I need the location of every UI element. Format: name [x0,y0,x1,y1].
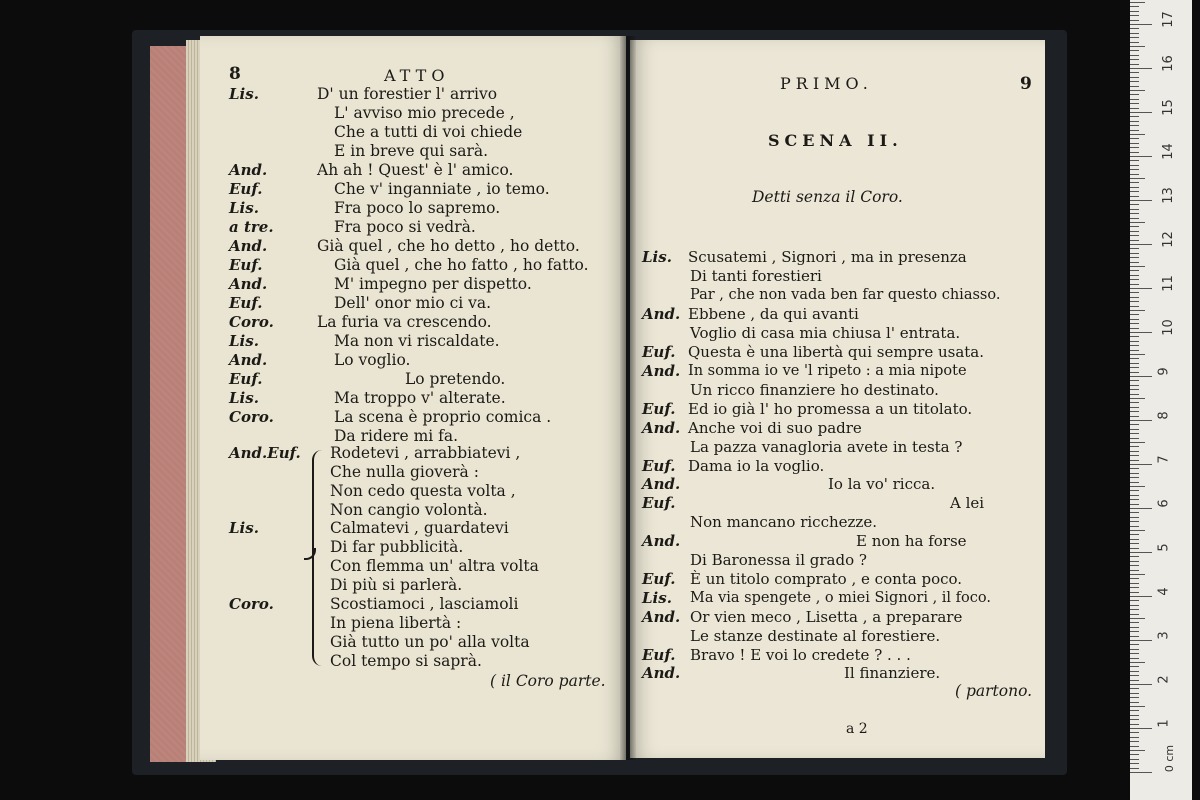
ruler-tick [1130,570,1139,571]
ruler-tick [1130,394,1139,395]
speaker-label: Coro. [229,313,274,331]
ruler-tick [1130,248,1139,249]
verse-line: Par , che non vada ben far questo chiasso. [690,287,1001,303]
ruler-tick [1130,614,1139,615]
ruler-tick [1130,587,1139,588]
ruler-tick [1130,741,1139,742]
ruler-tick [1130,451,1139,452]
ruler-tick [1130,99,1139,100]
verse-line: Ebbene , da qui avanti [688,305,859,323]
signature-mark: a 2 [846,721,868,737]
ruler-tick [1130,20,1139,21]
ruler-tick [1130,182,1139,183]
verse-line: Un ricco finanziere ho destinato. [690,381,939,399]
ruler-tick [1130,363,1139,364]
speaker-label: And. [642,362,681,380]
ruler-tick [1130,323,1139,324]
ruler-tick [1130,209,1139,210]
ruler-tick [1130,504,1139,505]
ruler-tick [1130,622,1139,623]
speaker-label: Lis. [229,519,259,537]
ruler-tick [1130,583,1139,584]
ruler-tick [1130,482,1139,483]
ruler-tick [1130,50,1139,51]
speaker-label: Euf. [642,570,676,588]
ruler-tick [1130,301,1139,302]
book-gutter [620,36,636,760]
ruler-tick [1130,680,1139,681]
ruler-tick [1130,314,1139,315]
ruler-tick [1130,284,1139,285]
ruler-tick [1130,358,1139,359]
ruler-tick [1130,64,1139,65]
ruler-tick [1130,671,1139,672]
verse-line: Già quel , che ho fatto , ho fatto. [334,256,589,274]
ruler-tick [1130,653,1139,654]
verse-line: Col tempo si saprà. [330,652,482,670]
verse-line: Ed io già l' ho promessa a un titolato. [688,400,973,418]
ruler-tick [1130,196,1139,197]
ruler-tick [1130,169,1139,170]
speaker-label: Coro. [229,595,274,613]
ruler-tick [1130,407,1139,408]
ruler-tick [1130,350,1139,351]
ruler-tick [1130,618,1145,619]
ruler-tick [1130,143,1139,144]
ruler-tick [1130,702,1139,703]
verse-line: Lo pretendo. [405,370,506,388]
verse-line: Non mancano ricchezze. [690,513,877,531]
ruler-tick [1130,297,1139,298]
ruler-tick [1130,477,1139,478]
ruler-tick [1130,385,1139,386]
ruler-tick [1130,640,1152,641]
ruler-tick [1130,204,1139,205]
ruler-tick [1130,28,1139,29]
verse-line: Da ridere mi fa. [334,427,459,445]
ruler-tick [1130,160,1139,161]
ruler-tick [1130,424,1139,425]
ruler-tick [1130,372,1139,373]
ruler-tick [1130,455,1139,456]
verse-line: Scusatemi , Signori , ma in presenza [688,248,967,266]
scene-title: SCENA II. [768,131,903,150]
ruler-tick [1130,706,1145,707]
ruler-label: 17 [1160,11,1176,28]
ruler-tick [1130,11,1139,12]
ruler-tick [1130,662,1145,663]
ruler-tick [1130,464,1152,465]
ruler-tick [1130,768,1139,769]
speaker-label: Lis. [229,389,259,407]
speaker-label: Euf. [642,457,676,475]
verse-line: Ma via spengete , o miei Signori , il foco. [690,590,991,606]
ruler-label: 13 [1160,187,1176,204]
speaker-label: Euf. [229,370,263,388]
ruler-label: 16 [1160,55,1176,72]
verse-line: D' un forestier l' arrivo [317,85,498,103]
verse-line: Ah ah ! Quest' è l' amico. [317,161,514,179]
ruler-tick [1130,438,1139,439]
verse-line: Ma non vi riscaldate. [334,332,500,350]
ruler-tick [1130,627,1139,628]
verse-line: Il finanziere. [844,664,941,682]
ruler-tick [1130,693,1139,694]
ruler-tick [1130,165,1139,166]
ruler-tick [1130,389,1139,390]
ruler-tick [1130,490,1139,491]
ruler-label: 14 [1160,143,1176,160]
ruler-tick [1130,292,1139,293]
ruler-tick [1130,77,1139,78]
ruler-tick [1130,257,1139,258]
ruler-tick [1130,174,1139,175]
ruler-tick [1130,442,1145,443]
verse-line: E in breve qui sarà. [334,142,489,160]
verse-line: La furia va crescendo. [317,313,492,331]
verse-line: Or vien meco , Lisetta , a preparare [690,608,963,626]
ruler-tick [1130,231,1139,232]
verse-line: Che v' inganniate , io temo. [334,180,550,198]
ruler-tick [1130,178,1145,179]
ruler-tick [1130,732,1139,733]
verse-line: L' avviso mio precede , [334,104,515,122]
ruler-tick [1130,728,1152,729]
ruler-tick [1130,33,1139,34]
verse-line: Rodetevi , arrabbiatevi , [330,444,521,462]
verse-line: Di far pubblicità. [330,538,464,556]
verse-line: Già tutto un po' alla volta [330,633,530,651]
speaker-label: And.Euf. [229,444,301,462]
ruler-tick [1130,240,1139,241]
ruler-tick [1130,103,1139,104]
ruler-tick [1130,279,1139,280]
left-page-number: 8 [229,64,241,84]
ruler-tick [1130,486,1145,487]
ruler-tick [1130,112,1152,113]
ruler-tick [1130,332,1152,333]
ruler-tick [1130,306,1139,307]
measuring-ruler [1130,0,1192,800]
verse-line: Voglio di casa mia chiusa l' entrata. [690,324,961,342]
speaker-label: Euf. [642,494,676,512]
speaker-label: Lis. [642,248,672,266]
ruler-tick [1130,710,1139,711]
ruler-tick [1130,55,1139,56]
speaker-label: And. [642,664,681,682]
ruler-tick [1130,262,1139,263]
speaker-label: Euf. [229,180,263,198]
speaker-label: Euf. [642,400,676,418]
verse-line: È un titolo comprato , e conta poco. [690,570,963,588]
ruler-tick [1130,15,1139,16]
ruler-tick [1130,688,1139,689]
ruler-tick [1130,521,1139,522]
ruler-tick [1130,508,1152,509]
ruler-tick [1130,750,1145,751]
ruler-tick [1130,367,1139,368]
ruler-tick [1130,328,1139,329]
ruler-tick [1130,6,1139,7]
verse-line: A lei [950,494,985,512]
ruler-label: 15 [1160,99,1176,116]
speaker-label: a tre. [229,218,274,236]
ruler-tick [1130,226,1139,227]
verse-line: Di più si parlerà. [330,576,463,594]
ruler-tick [1130,636,1139,637]
ruler-tick [1130,218,1139,219]
verse-line: Di Baronessa il grado ? [690,551,867,569]
ruler-tick [1130,244,1152,245]
ruler-label: 3 [1156,631,1172,640]
ruler-tick [1130,156,1152,157]
ruler-tick [1130,266,1145,267]
ruler-tick [1130,719,1139,720]
ruler-tick [1130,37,1139,38]
ruler-tick [1130,495,1139,496]
ruler-tick [1130,108,1139,109]
verse-line: In piena libertà : [330,614,462,632]
right-page-header: PRIMO. [780,74,873,93]
speaker-label: And. [229,275,268,293]
verse-line: Lo voglio. [334,351,411,369]
ruler-tick [1130,446,1139,447]
ruler-tick [1130,2,1145,3]
ruler-tick [1130,517,1139,518]
ruler-tick [1130,631,1139,632]
verse-line: Di tanti forestieri [690,267,822,285]
ruler-tick [1130,402,1139,403]
ruler-tick [1130,72,1139,73]
ruler-tick [1130,187,1139,188]
verse-line: La pazza vanagloria avete in testa ? [690,438,963,456]
ruler-tick [1130,59,1139,60]
ruler-tick [1130,460,1139,461]
ruler-tick [1130,147,1139,148]
ruler-tick [1130,724,1139,725]
ruler-tick [1130,81,1139,82]
speaker-label: Lis. [642,589,672,607]
ruler-tick [1130,600,1139,601]
ruler-tick [1130,548,1139,549]
verse-line: Con flemma un' altra volta [330,557,539,575]
ruler-tick [1130,684,1152,685]
verse-line: Anche voi di suo padre [688,419,862,437]
ruler-unit: 0 cm [1163,744,1177,773]
ruler-tick [1130,86,1139,87]
ruler-label: 9 [1156,367,1172,376]
ruler-tick [1130,609,1139,610]
verse-line: Questa è una libertà qui sempre usata. [688,343,985,361]
ruler-tick [1130,125,1139,126]
ruler-tick [1130,213,1139,214]
ruler-tick [1130,398,1145,399]
ruler-tick [1130,336,1139,337]
stage-direction: ( il Coro parte. [490,672,606,690]
ruler-tick [1130,235,1139,236]
ruler-tick [1130,24,1152,25]
verse-line: M' impegno per dispetto. [334,275,532,293]
ruler-tick [1130,121,1139,122]
ruler-tick [1130,605,1139,606]
ruler-tick [1130,596,1152,597]
speaker-label: And. [229,161,268,179]
speaker-label: And. [229,237,268,255]
ruler-tick [1130,416,1139,417]
verse-line: Scostiamoci , lasciamoli [330,595,519,613]
verse-line: La scena è proprio comica . [334,408,552,426]
ruler-tick [1130,675,1139,676]
verse-line: Dell' onor mio ci va. [334,294,492,312]
ruler-tick [1130,376,1152,377]
ruler-tick [1130,578,1139,579]
ruler-tick [1130,697,1139,698]
ruler-tick [1130,310,1145,311]
ruler-tick [1130,94,1139,95]
ruler-label: 10 [1160,319,1176,336]
speaker-label: And. [642,608,681,626]
ruler-tick [1130,200,1152,201]
ruler-label: 8 [1156,411,1172,420]
speaker-label: Lis. [229,199,259,217]
speaker-label: Lis. [229,85,259,103]
ruler-tick [1130,772,1152,773]
scene-subtitle: Detti senza il Coro. [752,188,903,206]
speaker-label: And. [642,475,681,493]
ruler-tick [1130,592,1139,593]
ruler-tick [1130,46,1145,47]
ruler-tick [1130,666,1139,667]
ruler-label: 11 [1160,275,1176,292]
verse-line: Ma troppo v' alterate. [334,389,506,407]
verse-line: Fra poco si vedrà. [334,218,476,236]
speaker-label: Coro. [229,408,274,426]
ruler-tick [1130,270,1139,271]
verse-line: Bravo ! E voi lo credete ? . . . [690,646,911,664]
ruler-label: 7 [1156,455,1172,464]
speaker-label: Euf. [229,256,263,274]
ruler-tick [1130,526,1139,527]
ruler-tick [1130,759,1139,760]
ruler-tick [1130,658,1139,659]
ruler-tick [1130,138,1139,139]
ruler-tick [1130,420,1152,421]
speaker-label: And. [642,305,681,323]
ruler-tick [1130,468,1139,469]
ruler-tick [1130,275,1139,276]
verse-bracket [312,450,328,666]
speaker-label: Euf. [642,646,676,664]
speaker-label: And. [642,532,681,550]
ruler-tick [1130,429,1139,430]
ruler-tick [1130,565,1139,566]
ruler-tick [1130,534,1139,535]
ruler-tick [1130,130,1139,131]
ruler-label: 6 [1156,499,1172,508]
verse-line: Non cangio volontà. [330,501,488,519]
ruler-tick [1130,539,1139,540]
ruler-tick [1130,433,1139,434]
ruler-tick [1130,222,1145,223]
ruler-tick [1130,737,1139,738]
ruler-tick [1130,191,1139,192]
ruler-tick [1130,90,1145,91]
ruler-label: 1 [1156,719,1172,728]
ruler-tick [1130,763,1139,764]
stage-direction: ( partono. [955,682,1033,700]
ruler-tick [1130,411,1139,412]
ruler-tick [1130,512,1139,513]
verse-line: Le stanze destinate al forestiere. [690,627,941,645]
ruler-tick [1130,543,1139,544]
speaker-label: Euf. [229,294,263,312]
verse-line: Non cedo questa volta , [330,482,516,500]
ruler-tick [1130,253,1139,254]
ruler-tick [1130,715,1139,716]
ruler-tick [1130,499,1139,500]
verse-line: Dama io la voglio. [688,457,825,475]
verse-line: Fra poco lo sapremo. [334,199,501,217]
speaker-label: And. [642,419,681,437]
ruler-tick [1130,345,1139,346]
ruler-tick [1130,556,1139,557]
ruler-tick [1130,746,1139,747]
verse-line: E non ha forse [856,532,967,550]
verse-line: Io la vo' ricca. [828,475,936,493]
verse-line: Che a tutti di voi chiede [334,123,523,141]
left-page-header: ATTO [384,66,450,85]
verse-line: In somma io ve 'l ripeto : a mia nipote [688,363,967,379]
ruler-tick [1130,134,1145,135]
ruler-label: 4 [1156,587,1172,596]
ruler-tick [1130,649,1139,650]
ruler-label: 2 [1156,675,1172,684]
speaker-label: And. [229,351,268,369]
ruler-tick [1130,152,1139,153]
ruler-tick [1130,380,1139,381]
ruler-tick [1130,561,1139,562]
ruler-tick [1130,754,1139,755]
speaker-label: Lis. [229,332,259,350]
ruler-tick [1130,644,1139,645]
ruler-tick [1130,68,1152,69]
verse-line: Già quel , che ho detto , ho detto. [317,237,580,255]
speaker-label: Euf. [642,343,676,361]
ruler-tick [1130,530,1145,531]
ruler-tick [1130,574,1145,575]
ruler-tick [1130,354,1145,355]
ruler-tick [1130,288,1152,289]
verse-line: Che nulla gioverà : [330,463,479,481]
ruler-label: 12 [1160,231,1176,248]
ruler-tick [1130,319,1139,320]
ruler-tick [1130,341,1139,342]
ruler-tick [1130,116,1139,117]
ruler-tick [1130,552,1152,553]
verse-line: Calmatevi , guardatevi [330,519,509,537]
ruler-label: 5 [1156,543,1172,552]
ruler-tick [1130,42,1139,43]
right-page-number: 9 [1020,74,1032,94]
ruler-tick [1130,473,1139,474]
